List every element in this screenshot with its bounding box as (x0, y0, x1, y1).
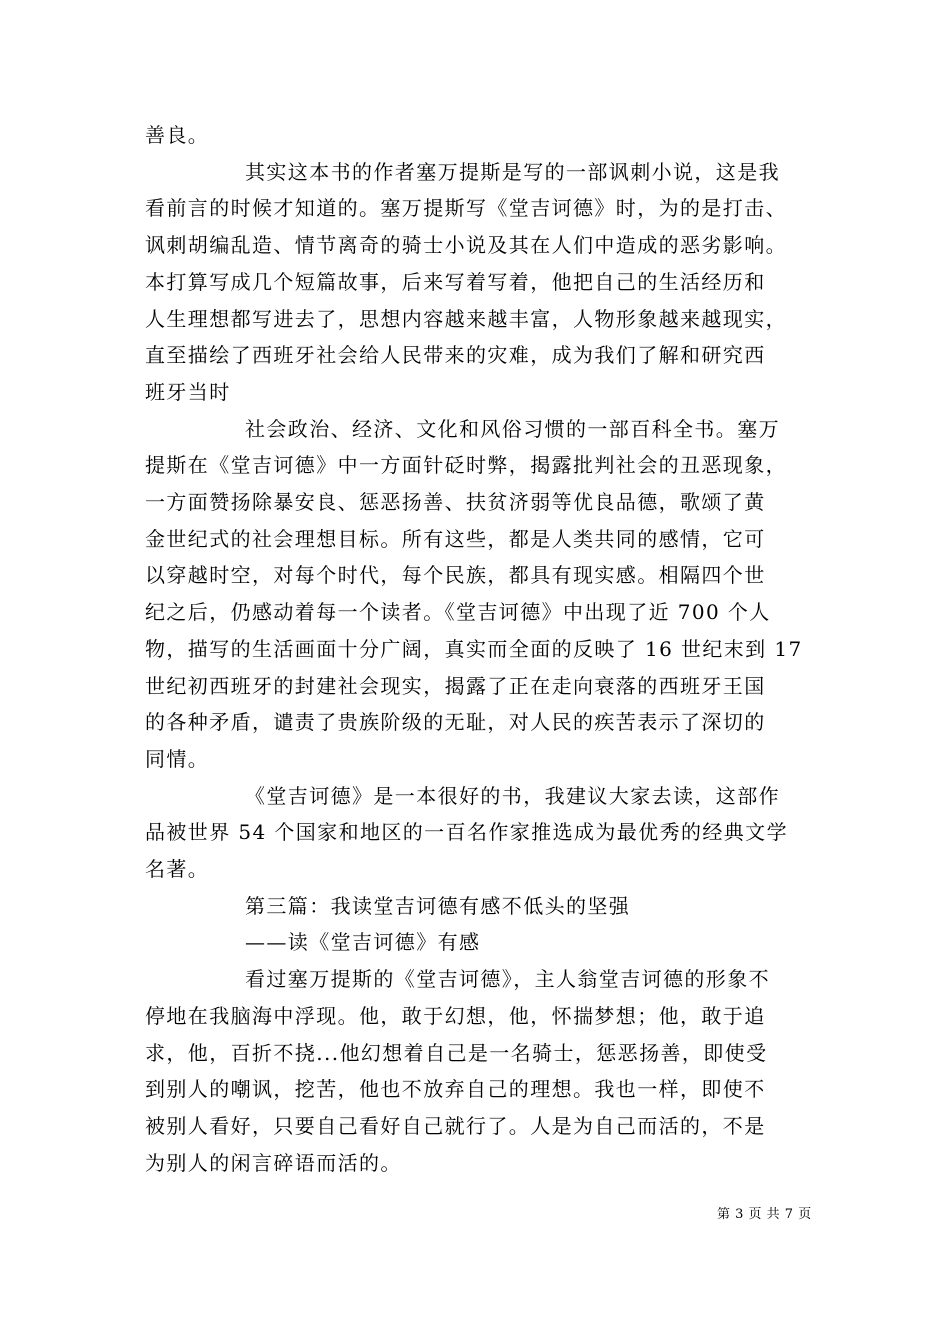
text-line: 以穿越时空，对每个时代，每个民族，都具有现实感。相隔四个世 (145, 563, 766, 588)
section-heading (145, 888, 810, 925)
text-line: 提斯在《堂吉诃德》中一方面针砭时弊，揭露批判社会的丑恶现象， (145, 453, 787, 478)
text-line: 看过塞万提斯的《堂吉诃德》，主人翁堂吉诃德的形象不 (245, 967, 770, 992)
text-line: 纪之后，仍感动着每一个读者。《堂吉诃德》中出现了近 700 个人 (145, 600, 771, 625)
text-line: 到别人的嘲讽，挖苦，他也不放弃自己的理想。我也一样，即使不 (145, 1077, 766, 1102)
text-line: 品被世界 54 个国家和地区的一百名作家推选成为最优秀的经典文学 (145, 820, 788, 845)
text-line: 人生理想都写进去了，思想内容越来越丰富，人物形象越来越现实， (145, 306, 787, 331)
text-line: 金世纪式的社会理想目标。所有这些，都是人类共同的感情，它可 (145, 526, 766, 551)
text-line: 为别人的闲言碎语而活的。 (145, 1150, 402, 1175)
text-line: 被别人看好，只要自己看好自己就行了。人是为自己而活的，不是 (145, 1113, 766, 1138)
text-line: 其实这本书的作者塞万提斯是写的一部讽刺小说，这是我 (245, 159, 780, 184)
document-body (145, 117, 810, 1181)
text-line: 的各种矛盾，谴责了贵族阶级的无耻，对人民的疾苦表示了深切的 (145, 710, 766, 735)
text-line: 世纪初西班牙的封建社会现实，揭露了正在走向衰落的西班牙王国 (145, 673, 766, 698)
text-line: 名著。 (145, 857, 210, 882)
paragraph-3-cont (145, 447, 810, 777)
heading-title: 第三篇：我读堂吉诃德有感不低头的坚强 (245, 893, 631, 918)
paragraph-3 (145, 411, 810, 448)
heading-subtitle: ——读《堂吉诃德》有感 (245, 930, 481, 955)
paragraph-4-cont (145, 814, 810, 887)
paragraph-4 (145, 778, 810, 815)
paragraph-2-cont (145, 190, 810, 410)
text-line: 一方面赞扬除暴安良、惩恶扬善、扶贫济弱等优良品德，歌颂了黄 (145, 490, 766, 515)
section-subheading (145, 924, 810, 961)
paragraph-5 (145, 961, 810, 998)
text-line: 同情。 (145, 746, 210, 771)
text-line: 善良。 (145, 123, 210, 147)
text-line: 讽刺胡编乱造、情节离奇的骑士小说及其在人们中造成的恶劣影响。 (145, 233, 787, 258)
text-line: 本打算写成几个短篇故事，后来写着写着，他把自己的生活经历和 (145, 269, 766, 294)
text-line: 社会政治、经济、文化和风俗习惯的一部百科全书。塞万 (245, 416, 780, 441)
text-line: 求，他，百折不挠...他幻想着自己是一名骑士，惩恶扬善，即使受 (145, 1040, 768, 1065)
paragraph-1 (145, 117, 810, 154)
text-line: 看前言的时候才知道的。塞万提斯写《堂吉诃德》时，为的是打击、 (145, 196, 787, 221)
text-line: 物，描写的生活画面十分广阔，真实而全面的反映了 16 世纪末到 17 (145, 636, 803, 661)
paragraph-2 (145, 154, 810, 191)
text-line: 班牙当时 (145, 379, 231, 404)
page-number-footer: 第 3 页 共 7 页 (717, 1207, 812, 1222)
paragraph-5-cont (145, 998, 810, 1182)
text-line: 停地在我脑海中浮现。他，敢于幻想，他，怀揣梦想；他，敢于追 (145, 1003, 766, 1028)
text-line: 《堂吉诃德》是一本很好的书，我建议大家去读，这部作 (245, 783, 780, 808)
text-line: 直至描绘了西班牙社会给人民带来的灾难，成为我们了解和研究西 (145, 343, 766, 368)
